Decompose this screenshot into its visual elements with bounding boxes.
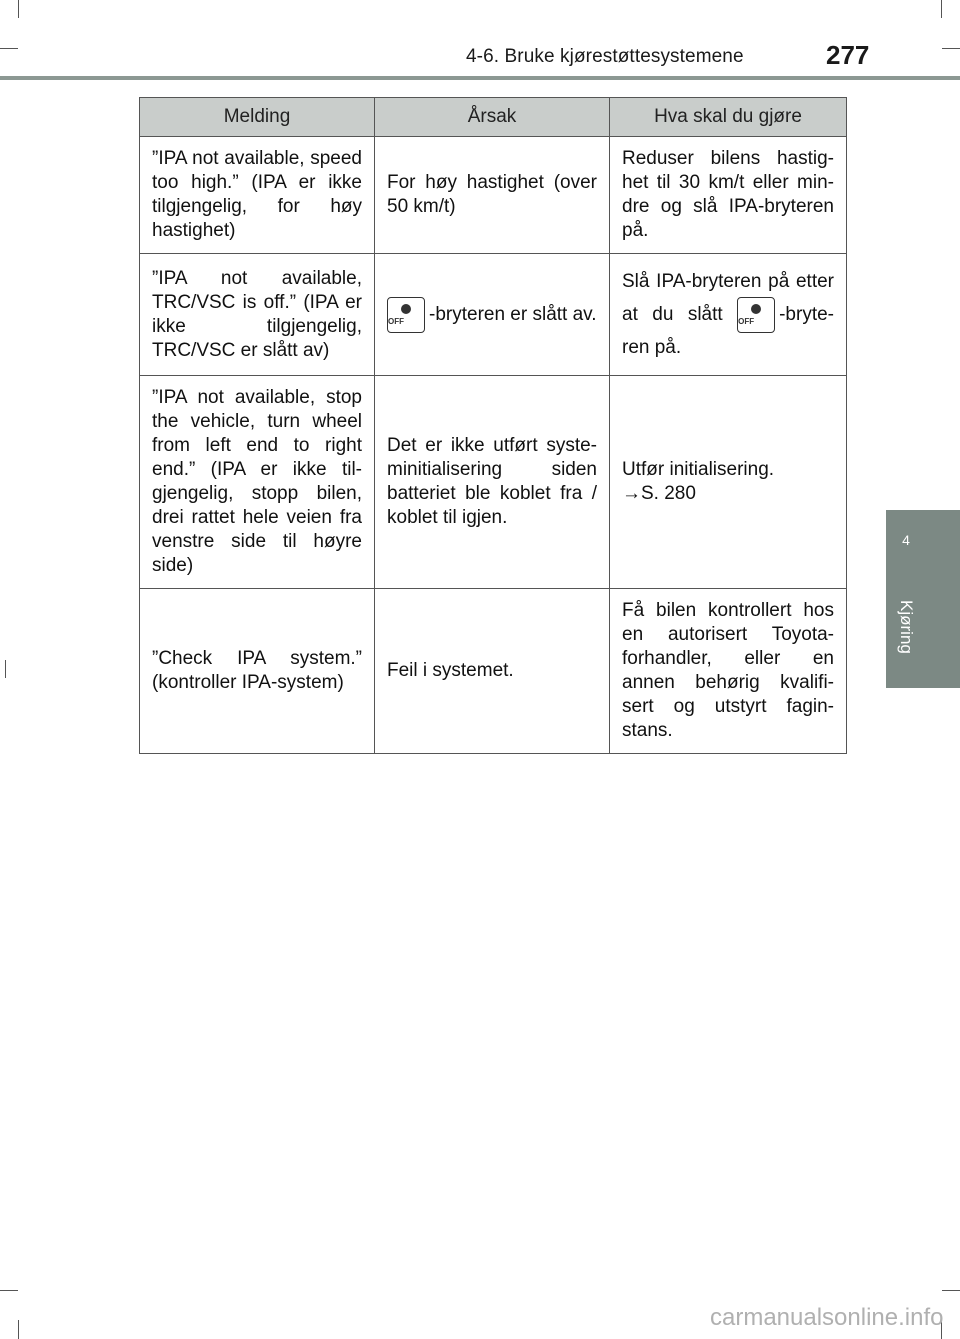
cause-cell: Det er ikke utført syste-minitialisering siden batteriet ble koblet fra / koblet til igjen. [375,376,610,589]
message-cell: ”IPA not available, stop the vehicle, turn wheel from left end to right end.” (IPA er ikke til-gjengelig, stopp bilen, drei rattet hele veien fra venstre side til høyre side) [140,376,375,589]
page-reference: →S. 280 [622,483,696,504]
action-text-start: Slå IPA-bryteren på etter at du slått [622,270,834,325]
action-text: Utfør initialisering. [622,459,775,480]
chapter-number: 4 [902,532,910,548]
cause-cell: For høy hastighet (over 50 km/t) [375,137,610,254]
table-row [140,589,847,754]
crop-mark [18,0,19,18]
table-row [140,376,847,589]
crop-mark [941,0,942,18]
action-cell: Reduser bilens hastig-het til 30 km/t eller min-dre og slå IPA-bryteren på. [610,137,847,254]
chapter-label: Kjøring [897,600,916,654]
action-cell: Få bilen kontrollert hos en autorisert Toyota-forhandler, eller en annen behørig kvalifi-sert og utstyrt fagin-stans. [610,589,847,754]
page-number: 277 [826,40,870,70]
chapter-tab [886,510,960,588]
header-rule [0,76,960,80]
section-title: 4-6. Bruke kjørestøttesystemene [466,46,744,67]
cause-cell: Feil i systemet. [375,589,610,754]
crop-mark [942,48,960,49]
crop-mark [0,48,18,49]
table-header-row [140,98,847,137]
action-cell [610,376,847,589]
crop-mark [5,660,6,678]
crop-mark [0,1290,18,1291]
message-table [139,97,847,754]
table-row [140,137,847,254]
cause-cell [375,254,610,376]
message-cell: ”Check IPA system.” (kontroller IPA-system) [140,589,375,754]
action-text-end: -bryte-ren på. [622,303,834,358]
header-message: Melding [140,98,375,137]
header-action: Hva skal du gjøre [610,98,847,137]
watermark: carmanualsonline.info [710,1304,944,1331]
crop-mark [942,1290,960,1291]
vsc-off-switch-icon: OFF [737,297,775,333]
header-cause: Årsak [375,98,610,137]
table-row [140,254,847,376]
message-cell: ”IPA not available, TRC/VSC is off.” (IPA er ikke tilgjengelig, TRC/VSC er slått av) [140,254,375,376]
crop-mark [18,1320,19,1339]
action-cell [610,254,847,376]
vsc-off-switch-icon: OFF [387,297,425,333]
cause-text: -bryteren er slått av. [429,303,597,325]
message-cell: ”IPA not available, speed too high.” (IPA er ikke tilgjengelig, for høy hastighet) [140,137,375,254]
